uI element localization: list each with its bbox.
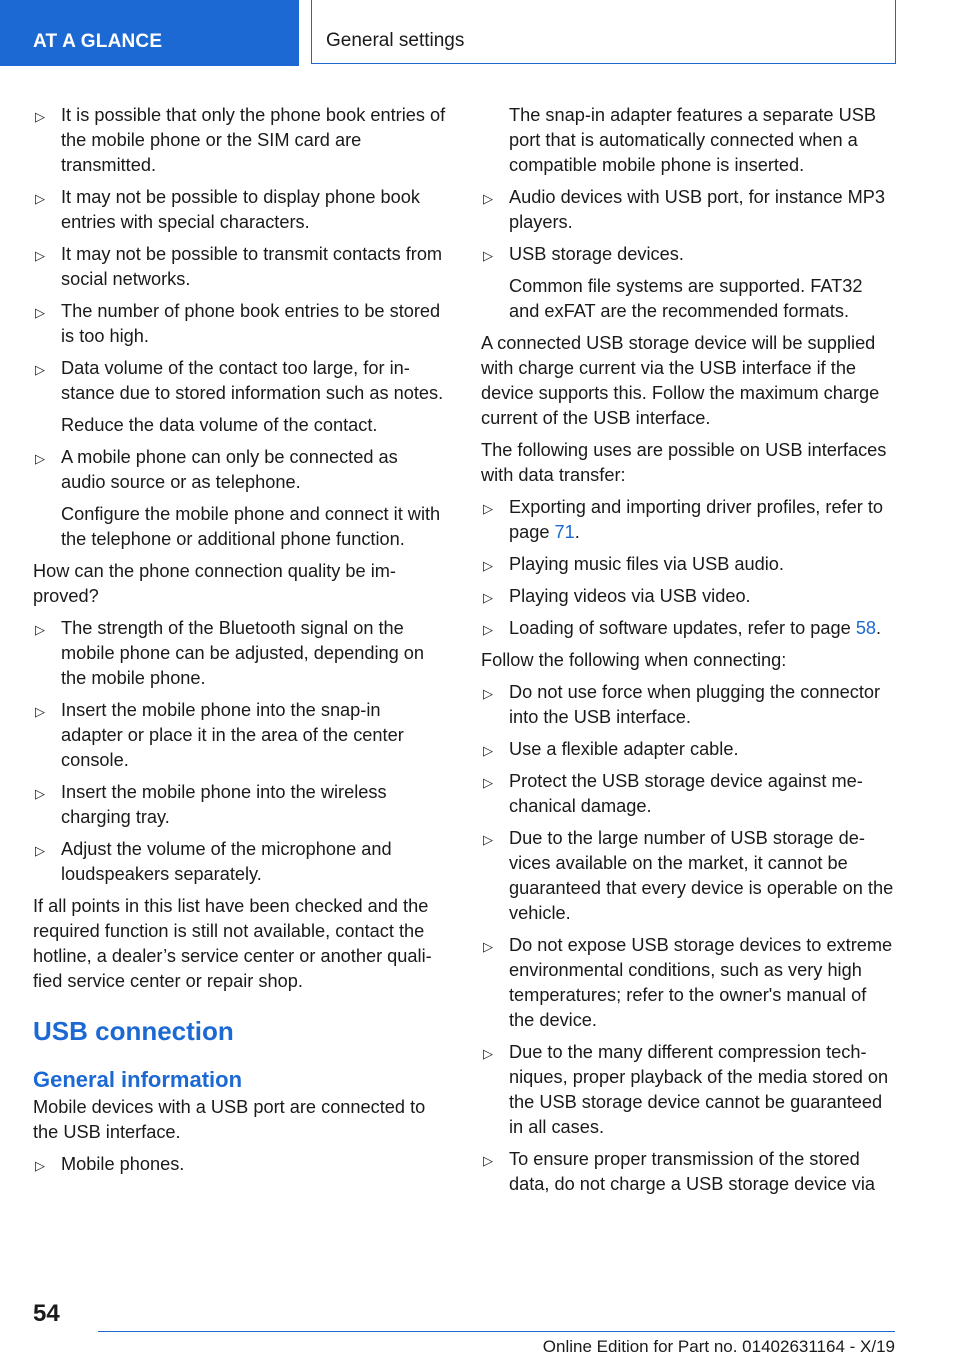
triangle-bullet-icon: ▷ [483, 248, 493, 263]
triangle-bullet-icon: ▷ [483, 590, 493, 605]
triangle-bullet-icon: ▷ [35, 305, 45, 320]
triangle-bullet-icon: ▷ [483, 622, 493, 637]
triangle-bullet-icon: ▷ [35, 786, 45, 801]
list-item: ▷ It may not be possible to transmit contacts from social networks. [35, 244, 443, 289]
page-header [0, 0, 960, 66]
snap-in-adapter-note: The snap-in adapter features a separate USB port that is automatically connected when a compatible mobile phone is inserted. [509, 105, 877, 175]
chapter-title: General settings [311, 0, 896, 64]
charge-current-paragraph: A connected USB storage device will be supplied with charge current via the USB interface if the device supports this. Follow the maximum charge current of the USB interface. [481, 333, 880, 428]
usb-intro-paragraph: Mobile devices with a USB port are connected to the USB interface. [33, 1097, 426, 1142]
list-item: ▷ Playing videos via USB video. [481, 584, 895, 609]
page-number: 54 [33, 1300, 60, 1327]
triangle-bullet-icon: ▷ [483, 501, 493, 516]
usb-device-list [33, 1152, 447, 1177]
triangle-bullet-icon: ▷ [35, 704, 45, 719]
usb-device-list-continued [481, 185, 895, 324]
list-item: ▷ Protect the USB storage device against mechanical damage. [483, 771, 863, 816]
triangle-bullet-icon: ▷ [35, 109, 45, 124]
right-column [481, 103, 895, 1204]
question-text: How can the phone connection quality be improved? [33, 561, 396, 606]
list-item: ▷ Due to the large number of USB storage devices available on the market, it cannot be guaranteed that every device is operable on the vehicle. [483, 828, 894, 923]
triangle-bullet-icon: ▷ [35, 1158, 45, 1173]
list-item: ▷ Do not expose USB storage devices to extreme environmental conditions, such as very high temperatures; refer to the owner's manual of the device. [483, 935, 893, 1030]
triangle-bullet-icon: ▷ [35, 451, 45, 466]
triangle-bullet-icon: ▷ [483, 191, 493, 206]
list-item: ▷ Loading of software updates, refer to page 58. [481, 616, 895, 641]
triangle-bullet-icon: ▷ [483, 1046, 493, 1061]
list-item: ▷ Insert the mobile phone into the wireless charging tray. [35, 782, 387, 827]
list-item: ▷ A mobile phone can only be connected as audio source or as telephone. Configure the mobile phone and connect it with the telephone or additional phone function. [35, 447, 441, 549]
connecting-intro-paragraph: Follow the following when connecting: [481, 650, 787, 670]
list-item: ▷ It may not be possible to display phone book entries with special characters. [35, 187, 420, 232]
triangle-bullet-icon: ▷ [483, 743, 493, 758]
list-item: ▷ Use a flexible adapter cable. [481, 737, 895, 762]
section-heading-usb-connection: USB connection [33, 1016, 234, 1046]
section-tab[interactable]: AT A GLANCE [0, 0, 299, 66]
list-item: ▷ Exporting and importing driver profiles, refer to page 71. [483, 497, 884, 542]
list-item: ▷ Do not use force when plugging the connector into the USB interface. [483, 682, 881, 727]
subsection-heading-general-information: General information [33, 1067, 243, 1092]
footer-edition-text: Online Edition for Part no. 01402631164 - X/19 [542, 1337, 895, 1356]
usb-uses-list [481, 495, 895, 641]
uses-intro-paragraph: The following uses are possible on USB interfaces with data transfer: [481, 440, 887, 485]
footer-divider [98, 1331, 895, 1332]
list-item: ▷ Insert the mobile phone into the snap-in adapter or place it in the area of the center console. [35, 700, 404, 770]
list-item: ▷ The strength of the Bluetooth signal on the mobile phone can be adjusted, depending on the mobile phone. [35, 618, 425, 688]
triangle-bullet-icon: ▷ [35, 622, 45, 637]
triangle-bullet-icon: ▷ [483, 832, 493, 847]
triangle-bullet-icon: ▷ [483, 939, 493, 954]
page-link-58[interactable]: 58 [855, 618, 877, 638]
list-item: ▷ Audio devices with USB port, for instance MP3 players. [483, 187, 886, 232]
list-item: ▷ It is possible that only the phone book entries of the mobile phone or the SIM card are transmitted. [35, 105, 446, 175]
page-link-71[interactable]: 71 [554, 522, 575, 542]
triangle-bullet-icon: ▷ [35, 248, 45, 263]
triangle-bullet-icon: ▷ [483, 686, 493, 701]
list-item: ▷ Adjust the volume of the microphone and loudspeakers separately. [35, 839, 392, 884]
list-item: ▷ Mobile phones. [33, 1152, 447, 1177]
triangle-bullet-icon: ▷ [483, 558, 493, 573]
list-item: ▷ USB storage devices. Common file systems are supported. FAT32 and exFAT are the recommended formats. [483, 244, 863, 321]
triangle-bullet-icon: ▷ [35, 843, 45, 858]
list-item: ▷ Due to the many different compression techniques, proper playback of the media stored on the USB storage device cannot be guaranteed in all cases. [483, 1042, 889, 1137]
phone-book-issues-list [33, 103, 447, 552]
list-item: ▷ Data volume of the contact too large, for instance due to stored information such as notes. Reduce the data volume of the contact. [35, 358, 444, 435]
triangle-bullet-icon: ▷ [483, 1153, 493, 1168]
connection-quality-list [33, 616, 447, 887]
closing-paragraph: If all points in this list have been checked and the required function is still not available, contact the hotline, a dealer’s service center or another qualified service center or repair shop. [33, 896, 432, 991]
left-column [33, 103, 447, 1184]
list-item: ▷ Playing music files via USB audio. [481, 552, 895, 577]
triangle-bullet-icon: ▷ [483, 775, 493, 790]
connecting-precautions-list [481, 680, 895, 1197]
list-item: ▷ The number of phone book entries to be stored is too high. [35, 301, 441, 346]
list-item: ▷ To ensure proper transmission of the stored data, do not charge a USB storage device via [483, 1149, 875, 1194]
triangle-bullet-icon: ▷ [35, 362, 45, 377]
triangle-bullet-icon: ▷ [35, 191, 45, 206]
